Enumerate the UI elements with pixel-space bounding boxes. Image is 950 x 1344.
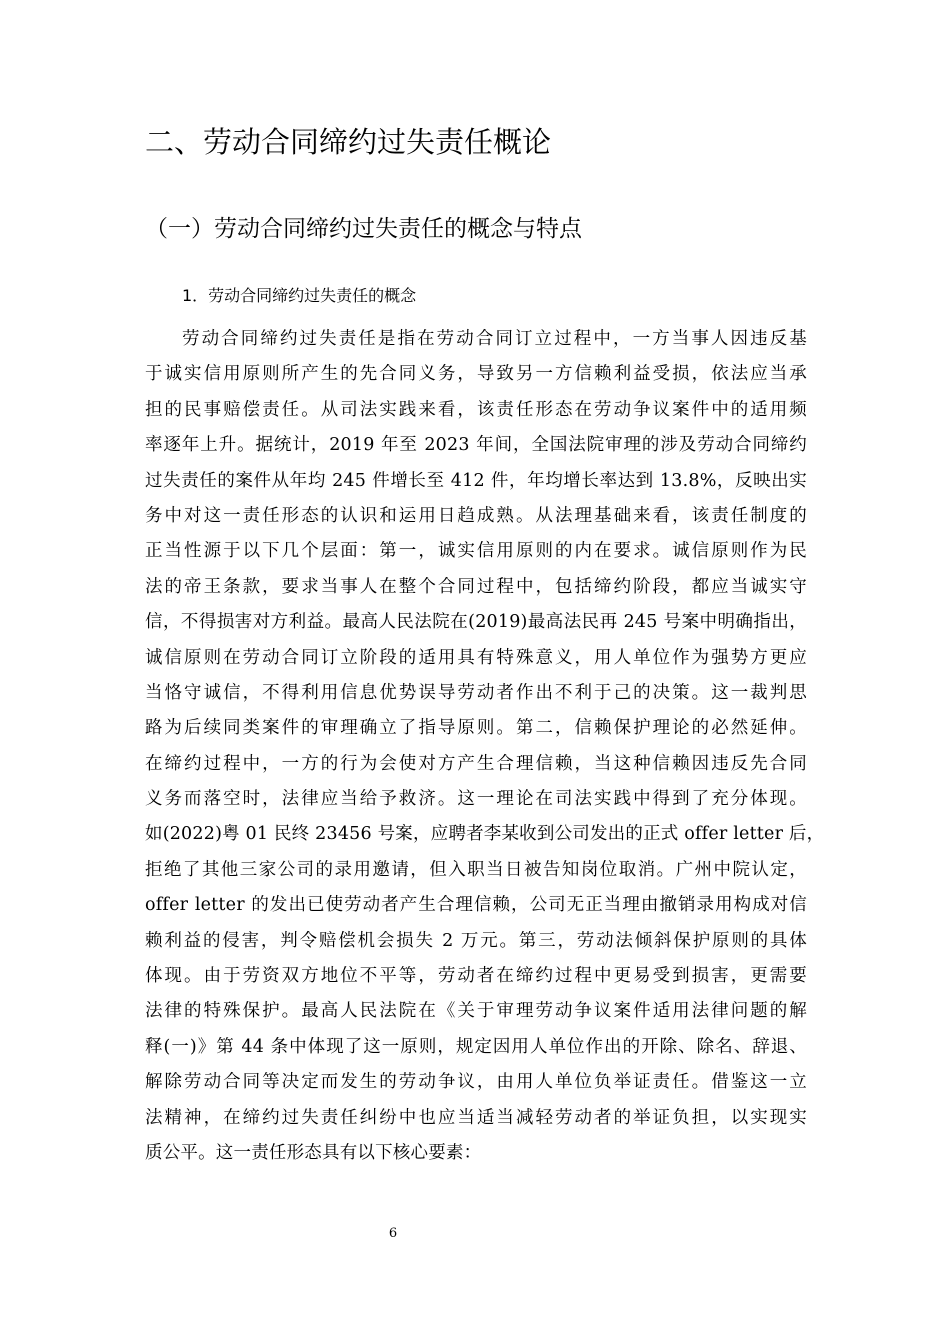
body-paragraph [145,322,825,1171]
paragraph-line: 法精神，在缔约过失责任纠纷中也应当适当减轻劳动者的举证负担，以实现实 [145,1107,807,1128]
paragraph-line: 劳动合同缔约过失责任是指在劳动合同订立过程中，一方当事人因违反基 [182,329,807,349]
paragraph-line: 担的民事赔偿责任。从司法实践来看，该责任形态在劳动争议案件中的适用频 [145,399,807,420]
paragraph-line: 率逐年上升。据统计，2019 年至 2023 年间，全国法院审理的涉及劳动合同缔约 [145,435,807,456]
subsection-heading: 1．劳动合同缔约过失责任的概念 [182,286,417,305]
chapter-heading: 二、劳动合同缔约过失责任概论 [145,125,552,159]
paragraph-line: 于诚实信用原则所产生的先合同义务，导致另一方信赖利益受损，依法应当承 [145,364,807,385]
paragraph-line: offer letter 的发出已使劳动者产生合理信赖，公司无正当理由撤销录用构成对信 [145,895,807,916]
paragraph-line: 路为后续同类案件的审理确立了指导原则。第二，信赖保护理论的必然延伸。 [145,718,807,739]
paragraph-line: 务中对这一责任形态的认识和运用日趋成熟。从法理基础来看，该责任制度的 [145,505,807,526]
paragraph-line: 在缔约过程中，一方的行为会使对方产生合理信赖，当这种信赖因违反先合同 [145,753,807,774]
paragraph-line: 义务而落空时，法律应当给予救济。这一理论在司法实践中得到了充分体现。 [145,789,807,810]
paragraph-line: 解除劳动合同等决定而发生的劳动争议，由用人单位负举证责任。借鉴这一立 [145,1072,807,1093]
paragraph-line: 质公平。这一责任形态具有以下核心要素： [145,1142,482,1163]
section-heading: （一）劳动合同缔约过失责任的概念与特点 [145,216,582,242]
page-number: 6 [388,1226,398,1241]
paragraph-line: 释(一)》第 44 条中体现了这一原则，规定因用人单位作出的开除、除名、辞退、 [145,1036,807,1057]
paragraph-line: 过失责任的案件从年均 245 件增长至 412 件，年均增长率达到 13.8%，反映出实 [145,470,807,491]
paragraph-line: 如(2022)粤 01 民终 23456 号案，应聘者李某收到公司发出的正式 offer letter 后， [145,824,825,845]
paragraph-line: 正当性源于以下几个层面：第一，诚实信用原则的内在要求。诚信原则作为民 [145,541,807,562]
paragraph-line: 法律的特殊保护。最高人民法院在《关于审理劳动争议案件适用法律问题的解 [145,1001,807,1022]
paragraph-line: 诚信原则在劳动合同订立阶段的适用具有特殊意义，用人单位作为强势方更应 [145,647,807,668]
paragraph-line: 赖利益的侵害，判令赔偿机会损失 2 万元。第三，劳动法倾斜保护原则的具体 [145,930,807,951]
paragraph-line: 法的帝王条款，要求当事人在整个合同过程中，包括缔约阶段，都应当诚实守 [145,576,807,597]
paragraph-line: 当恪守诚信，不得利用信息优势误导劳动者作出不利于己的决策。这一裁判思 [145,682,807,703]
paragraph-line: 体现。由于劳资双方地位不平等，劳动者在缔约过程中更易受到损害，更需要 [145,966,807,987]
paragraph-line: 信，不得损害对方利益。最高人民法院在(2019)最高法民再 245 号案中明确指出， [145,612,807,633]
paragraph-line: 拒绝了其他三家公司的录用邀请，但入职当日被告知岗位取消。广州中院认定， [145,859,807,880]
